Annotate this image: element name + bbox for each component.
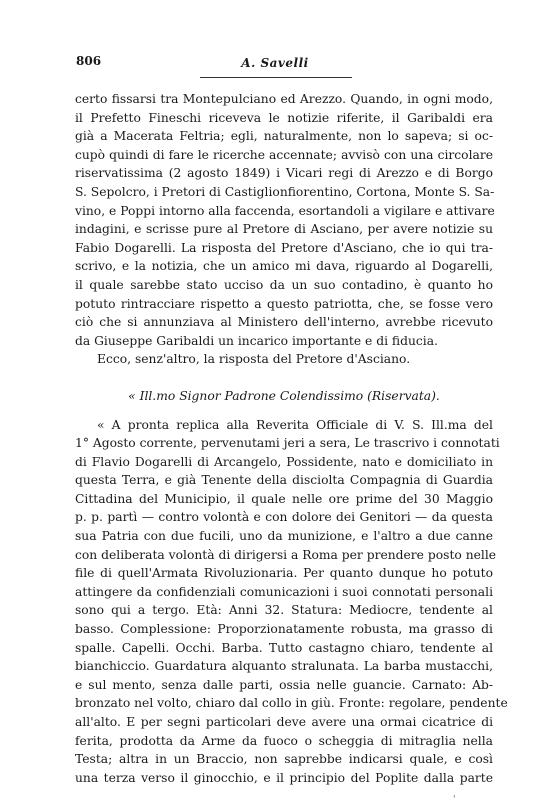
text-line: indagini, e scrisse pure al Pretore di Asciano, per avere notizie su [75, 222, 493, 237]
text-line: attingere da confidenziali comunicazioni i suoi connotati personali [75, 584, 493, 599]
text-line: e sul mento, senza dalle parti, ossia nelle guancie. Carnato: Ab- [75, 677, 493, 692]
spacer [75, 369, 493, 387]
text-line: già a Macerata Feltria; egli, naturalmente, non lo sapeva; si oc- [75, 129, 493, 144]
text-line: sono qui a tergo. Età: Anni 32. Statura: Mediocre, tendente al [75, 603, 493, 618]
text-line: Cittadina del Municipio, il quale nelle ore prime del 30 Maggio [75, 491, 493, 506]
paragraph [75, 350, 493, 369]
text-line: ciò che si annunziava al Ministero dell'interno, avrebbe ricevuto [75, 315, 493, 330]
text-line: il quale sarebbe stato ucciso da un suo contadino, è quanto ho [75, 277, 493, 292]
text-line: basso. Complessione: Proporzionatamente robusta, ma grasso di [75, 622, 493, 637]
page-number: 806 [76, 54, 102, 68]
text-line: il Prefetto Fineschi riceveva le notizie riferite, il Garibaldi era [75, 110, 493, 125]
text-line: p. p. partì — contro volontà e con dolore dei Genitori — da questa [75, 510, 493, 525]
text-line: da Giuseppe Garibaldi un incarico importante e di fiducia. [75, 333, 438, 348]
paragraph [75, 90, 493, 350]
footer-mark: ' [453, 795, 456, 805]
text-line: riservatissima (2 agosto 1849) i Vicari regi di Arezzo e di Borgo [75, 166, 493, 181]
text-line: ferita, prodotta da Arme da fuoco o scheggia di mitraglia nella [75, 733, 493, 748]
text-line: con deliberata volontà di dirigersi a Roma per prendere posto nelle [75, 547, 497, 562]
text-line: sua Patria con due fucili, uno da munizione, e l'altro a due canne [75, 529, 493, 544]
text-line: file di quell'Armata Rivoluzionaria. Per quanto dunque ho potuto [75, 566, 493, 581]
header-rule [200, 77, 352, 78]
text-line: una terza verso il ginocchio, e il principio del Poplite dalla parte [75, 770, 493, 785]
text-line: Testa; altra in un Braccio, non saprebbe indicarsi quale, e così [75, 752, 493, 767]
text-line: Ecco, senz'altro, la risposta del Pretore d'Asciano. [97, 352, 411, 367]
text-line: bianchiccio. Guardatura alquanto stralunata. La barba mustacchi, [75, 659, 493, 674]
text-line: cupò quindi di fare le ricerche accennate; avvisò con una circolare [75, 147, 493, 162]
text-line: S. Sepolcro, i Pretori di Castiglionfiorentino, Cortona, Monte S. Sa- [75, 184, 495, 199]
running-head: A. Savelli [241, 56, 309, 70]
letter-body [75, 416, 508, 788]
text-line: Fabio Dogarelli. La risposta del Pretore d'Asciano, che io qui tra- [75, 240, 493, 255]
spacer [75, 406, 493, 416]
text-line: « A pronta replica alla Reverita Officiale di V. S. Ill.ma del [97, 417, 493, 432]
text-line: scrivo, e la notizia, che un amico mi dava, riguardo al Dogarelli, [75, 259, 493, 274]
text-line: potuto rintracciare rispetto a questo patriotta, che, se fosse vero [75, 296, 493, 311]
text-line: 1° Agosto corrente, pervenutami jeri a sera, Le trascrivo i connotati [75, 436, 500, 451]
text-line: spalle. Capelli. Occhi. Barba. Tutto castagno chiaro, tendente al [75, 640, 493, 655]
text-line: certo fissarsi tra Montepulciano ed Arezzo. Quando, in ogni modo, [75, 92, 493, 106]
text-line: all'alto. E per segni particolari deve avere una ormai cicatrice di [75, 715, 493, 729]
page-body [75, 90, 508, 787]
text-line: vino, e Poppi intorno alla faccenda, esortandoli a vigilare e attivare [75, 203, 495, 218]
letter-heading: « Ill.mo Signor Padrone Colendissimo (Riservata). [128, 388, 440, 403]
text-line: questa Terra, e già Tenente della disciolta Compagnia di Guardia [75, 473, 493, 488]
text-line: bronzato nel volto, chiaro dal collo in giù. Fronte: regolare, pendente [75, 696, 508, 711]
text-line: di Flavio Dogarelli di Arcangelo, Possidente, nato e domiciliato in [75, 454, 493, 469]
